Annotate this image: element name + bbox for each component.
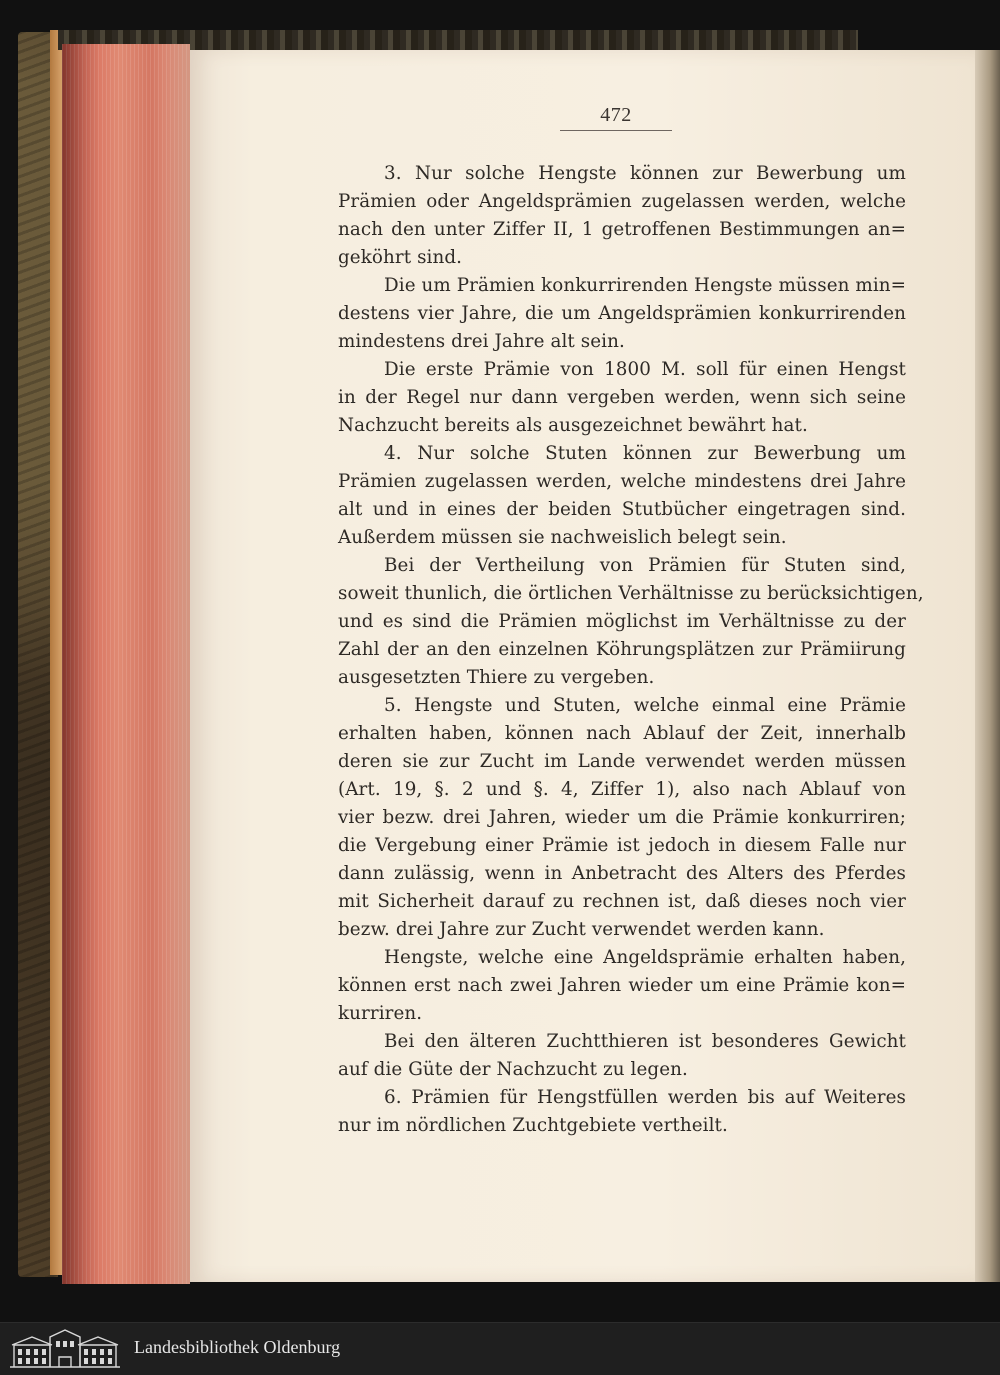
text-line: 4. Nur solche Stuten können zur Bewerbung um (384, 443, 906, 464)
text-line: Nachzucht bereits als ausgezeichnet bewährt hat. (338, 415, 808, 436)
page-number: 472 (600, 104, 632, 126)
page-gutter-right (975, 50, 1000, 1282)
page-number-rule (560, 130, 672, 131)
text-line: soweit thunlich, die örtlichen Verhältnisse zu berücksichtigen, (338, 583, 924, 604)
text-line: dann zulässig, wenn in Anbetracht des Alters des Pferdes (338, 863, 906, 884)
library-name: Landesbibliothek Oldenburg (134, 1337, 341, 1357)
text-line: die Vergebung einer Prämie ist jedoch in diesem Falle nur (338, 835, 906, 856)
text-line: mindestens drei Jahre alt sein. (338, 331, 625, 352)
text-line: nur im nördlichen Zuchtgebiete vertheilt. (338, 1115, 728, 1136)
text-line: Bei der Vertheilung von Prämien für Stuten sind, (384, 555, 906, 576)
text-line: auf die Güte der Nachzucht zu legen. (338, 1059, 688, 1080)
text-line: 3. Nur solche Hengste können zur Bewerbung um (384, 163, 906, 184)
text-line: ausgesetzten Thiere zu vergeben. (338, 667, 655, 688)
text-line: geköhrt sind. (338, 247, 463, 268)
text-line: kurriren. (338, 1003, 423, 1024)
text-line: Prämien zugelassen werden, welche mindestens drei Jahre (338, 471, 906, 492)
book-cover-edge (50, 30, 62, 1275)
text-line: und es sind die Prämien möglichst im Verhältnisse zu der (338, 611, 906, 632)
text-line: Die erste Prämie von 1800 M. soll für einen Hengst (384, 359, 906, 380)
text-line: alt und in eines der beiden Stutbücher eingetragen sind. (338, 499, 906, 520)
page-body (338, 160, 924, 1140)
text-line: deren sie zur Zucht im Lande verwendet werden müssen (338, 751, 906, 772)
text-line: erhalten haben, können nach Ablauf der Zeit, innerhalb (338, 723, 906, 744)
text-line: Bei den älteren Zuchtthieren ist besonderes Gewicht (384, 1031, 906, 1052)
text-line: vier bezw. drei Jahren, wieder um die Prämie konkurriren; (338, 807, 906, 828)
text-line: destens vier Jahre, die um Angeldsprämien konkurrirenden (338, 303, 906, 324)
text-line: (Art. 19, §. 2 und §. 4, Ziffer 1), also nach Ablauf von (338, 779, 906, 800)
text-line: können erst nach zwei Jahren wieder um eine Prämie kon= (338, 975, 906, 996)
text-line: Die um Prämien konkurrirenden Hengste müssen min= (384, 275, 907, 296)
text-line: Zahl der an den einzelnen Köhrungsplätzen zur Prämiirung (338, 639, 906, 660)
library-building-icon (6, 1327, 124, 1371)
text-line: 5. Hengste und Stuten, welche einmal eine Prämie (384, 695, 906, 716)
text-line: in der Regel nur dann vergeben werden, wenn sich seine (338, 387, 906, 408)
text-line: mit Sicherheit darauf zu rechnen ist, daß dieses noch vier (338, 891, 906, 912)
text-line: Prämien oder Angeldsprämien zugelassen werden, welche (338, 191, 906, 212)
page-edges-shade (62, 44, 190, 1284)
text-line: bezw. drei Jahre zur Zucht verwendet werden kann. (338, 919, 825, 940)
text-line: 6. Prämien für Hengstfüllen werden bis auf Weiteres (384, 1087, 906, 1108)
footer-bar (0, 1322, 1000, 1375)
text-line: Außerdem müssen sie nachweislich belegt sein. (338, 527, 787, 548)
text-line: Hengste, welche eine Angeldsprämie erhalten haben, (384, 947, 906, 968)
text-line: nach den unter Ziffer II, 1 getroffenen Bestimmungen an= (338, 219, 906, 240)
